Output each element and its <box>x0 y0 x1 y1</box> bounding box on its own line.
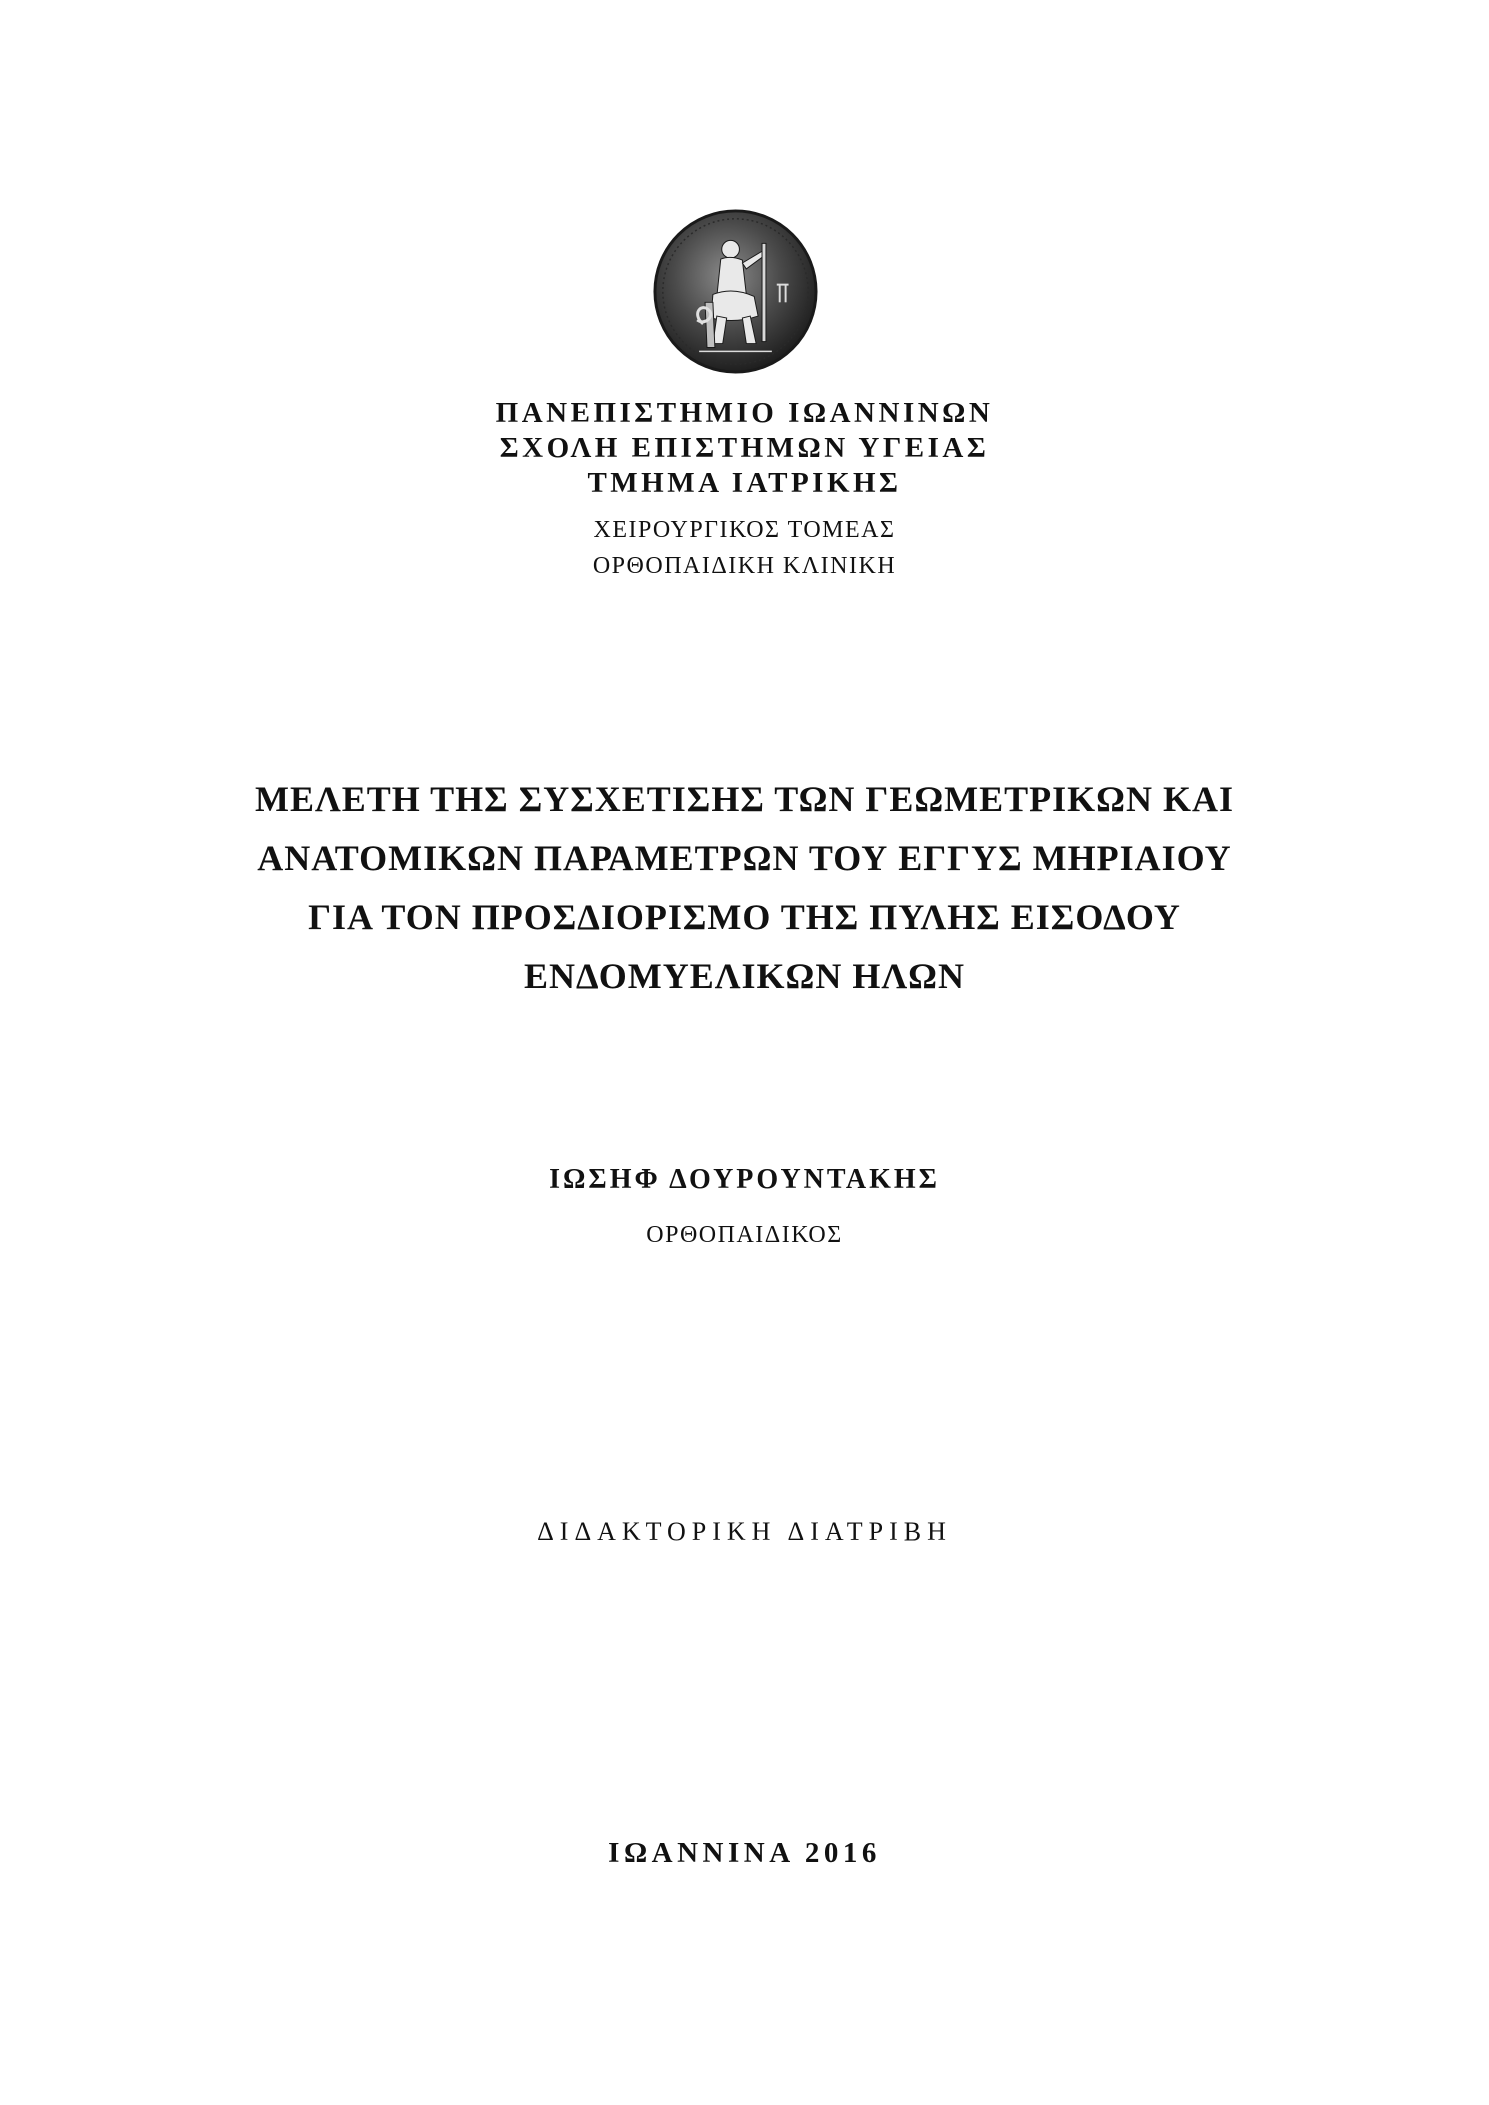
title-line: ΜΕΛΕΤΗ ΤΗΣ ΣΥΣΧΕΤΙΣΗΣ ΤΩΝ ΓΕΩΜΕΤΡΙΚΩΝ ΚΑΙ <box>254 779 1235 819</box>
university-coin-seal-icon <box>652 208 819 375</box>
document-type: ΔΙΔΑΚΤΟΡΙΚΗ ΔΙΑΤΡΙΒΗ <box>537 1517 952 1546</box>
author-role: ΟΡΘΟΠΑΙΔΙΚΟΣ <box>646 1222 843 1248</box>
department-block <box>0 512 1489 584</box>
title-line: ΕΝΔΟΜΥΕΛΙΚΩΝ ΗΛΩΝ <box>524 956 965 996</box>
sector-name: ΧΕΙΡΟΥΡΓΙΚΟΣ ΤΟΜΕΑΣ <box>593 517 896 543</box>
faculty-name: ΤΜΗΜΑ ΙΑΤΡΙΚΗΣ <box>587 467 902 499</box>
thesis-title <box>0 770 1489 1006</box>
title-line: ΑΝΑΤΟΜΙΚΩΝ ΠΑΡΑΜΕΤΡΩΝ ΤΟΥ ΕΓΓΥΣ ΜΗΡΙΑΙΟΥ <box>257 838 1232 878</box>
institution-block <box>0 396 1489 501</box>
author-name: ΙΩΣΗΦ ΔΟΥΡΟΥΝΤΑΚΗΣ <box>549 1164 940 1195</box>
school-name: ΣΧΟΛΗ ΕΠΙΣΤΗΜΩΝ ΥΓΕΙΑΣ <box>499 432 990 464</box>
place-year: ΙΩΑΝΝΙΝΑ 2016 <box>608 1837 881 1869</box>
university-name: ΠΑΝΕΠΙΣΤΗΜΙΟ ΙΩΑΝΝΙΝΩΝ <box>495 397 994 429</box>
title-line: ΓΙΑ ΤΟΝ ΠΡΟΣΔΙΟΡΙΣΜΟ ΤΗΣ ΠΥΛΗΣ ΕΙΣΟΔΟΥ <box>308 897 1181 937</box>
clinic-name: ΟΡΘΟΠΑΙΔΙΚΗ ΚΛΙΝΙΚΗ <box>592 553 897 579</box>
